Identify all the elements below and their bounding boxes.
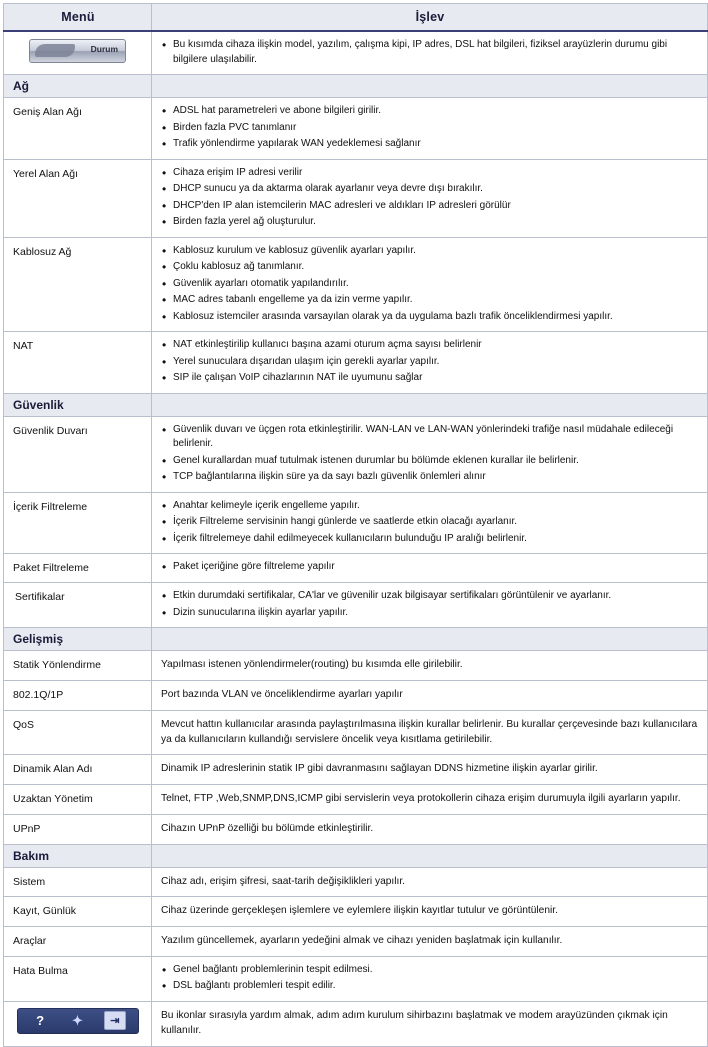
table-row — [4, 897, 708, 927]
menu-item-label: Uzaktan Yönetim — [4, 785, 152, 815]
table-row — [4, 680, 708, 710]
bullet-item: • TCP bağlantılarına ilişkin süre ya da sayı bazlı güvenlik önlemleri alınır — [173, 470, 699, 486]
bullet-list — [160, 589, 699, 621]
header-menu: Menü — [4, 4, 152, 32]
function-description-text: Bu ikonlar sırasıyla yardım almak, adım adım kurulum sihirbazını başlatmak ve modem arayüzünden çıkmak için kullanılır. — [152, 1001, 708, 1046]
bullet-item: • Cihaza erişim IP adresi verilir — [173, 166, 699, 182]
bullet-list — [160, 244, 699, 326]
table-row — [4, 755, 708, 785]
function-description-list — [152, 416, 708, 492]
bullet-item: • İçerik filtrelemeye dahil edilmeyecek kullanıcıların bulunduğu IP aralığı belirlenir. — [173, 532, 699, 548]
function-description-text: Cihaz adı, erişim şifresi, saat-tarih değişiklikleri yapılır. — [152, 867, 708, 897]
menu-item-label: Sistem — [4, 867, 152, 897]
table-row — [4, 583, 708, 628]
function-description-list — [152, 583, 708, 628]
menu-item-label: Paket Filtreleme — [4, 554, 152, 583]
menu-item-label: Dinamik Alan Adı — [4, 755, 152, 785]
function-description-list — [152, 956, 708, 1001]
function-description-text: Telnet, FTP ,Web,SNMP,DNS,ICMP gibi servislerin veya protokollerin cihaza erişim durumuyla ilgili ayarların yapılır. — [152, 785, 708, 815]
icon-strip — [17, 1008, 139, 1034]
bullet-item: • ADSL hat parametreleri ve abone bilgileri girilir. — [173, 104, 699, 120]
bullet-item: • Güvenlik duvarı ve üçgen rota etkinleştirilir. WAN-LAN ve LAN-WAN yönlerindeki trafiğe nasıl müdahale edileceği belirlenir. — [173, 423, 699, 453]
menu-item-label: Sertifikalar — [4, 583, 152, 628]
table-row — [4, 785, 708, 815]
function-description-text: Port bazında VLAN ve önceliklendirme ayarları yapılır — [152, 680, 708, 710]
menu-item-label: NAT — [4, 332, 152, 394]
bullet-item: • Paket içeriğine göre filtreleme yapılır — [173, 560, 699, 576]
table-row — [4, 844, 708, 867]
function-description-text: Dinamik IP adreslerinin statik IP gibi davranmasını sağlayan DDNS hizmetine ilişkin ayarlar girilir. — [152, 755, 708, 785]
bullet-list — [160, 560, 699, 576]
section-band-spacer — [152, 393, 708, 416]
section-band-spacer — [152, 628, 708, 651]
table-row — [4, 332, 708, 394]
bullet-item: • İçerik Filtreleme servisinin hangi günlerde ve saatlerde etkin olacağı ayarlanır. — [173, 515, 699, 531]
function-description-text: Yazılım güncellemek, ayarların yedeğini almak ve cihazı yeniden başlatmak için kullanılır. — [152, 927, 708, 957]
table-row — [4, 628, 708, 651]
bullet-item: • Bu kısımda cihaza ilişkin model, yazılım, çalışma kipi, IP adres, DSL hat bilgileri, fiziksel arayüzlerin durumu gibi bilgilere ulaşılabilir. — [173, 38, 699, 68]
bullet-list — [160, 38, 699, 68]
bullet-item: • Kablosuz kurulum ve kablosuz güvenlik ayarları yapılır. — [173, 244, 699, 260]
function-description-text: Yapılması istenen yönlendirmeler(routing) bu kısımda elle girilebilir. — [152, 651, 708, 681]
bullet-item: • Trafik yönlendirme yapılarak WAN yedeklemesi sağlanır — [173, 137, 699, 153]
durum-status-logo — [29, 39, 126, 63]
bullet-item: • Birden fazla yerel ağ oluşturulur. — [173, 215, 699, 231]
bullet-item: • DHCP sunucu ya da aktarma olarak ayarlanır veya devre dışı bırakılır. — [173, 182, 699, 198]
function-description-list — [152, 492, 708, 554]
section-band-spacer — [152, 844, 708, 867]
section-band-label: Gelişmiş — [4, 628, 152, 651]
bullet-item: • Kablosuz istemciler arasında varsayılan olarak ya da uygulama bazlı trafik önceliklendirmesi yapılır. — [173, 310, 699, 326]
function-description-list — [152, 237, 708, 332]
bullet-list — [160, 499, 699, 548]
table-row — [4, 554, 708, 583]
function-description-list — [152, 98, 708, 160]
bullet-item: • Yerel sunuculara dışarıdan ulaşım için gerekli ayarlar yapılır. — [173, 355, 699, 371]
wizard-wand-icon[interactable]: ✦ — [72, 1012, 83, 1028]
bullet-list — [160, 338, 699, 387]
table-row — [4, 159, 708, 237]
exit-door-icon[interactable]: ⇥ — [104, 1011, 126, 1030]
function-description-list — [152, 554, 708, 583]
menu-item-label: Statik Yönlendirme — [4, 651, 152, 681]
function-description-list — [152, 159, 708, 237]
function-description-text: Mevcut hattın kullanıcılar arasında paylaştırılmasına ilişkin kurallar belirlenir. Bu kurallar çerçevesinde bazı kullanıcılara ya da kullanıcıların kullandığı servislere öncelik veya kısıtlama getirilebilir. — [152, 710, 708, 755]
bullet-item: • Anahtar kelimeyle içerik engelleme yapılır. — [173, 499, 699, 515]
section-band-label: Güvenlik — [4, 393, 152, 416]
status-logo-cell — [4, 31, 152, 75]
table-row — [4, 31, 708, 75]
bullet-list — [160, 963, 699, 995]
bullet-item: • Dizin sunucularına ilişkin ayarlar yapılır. — [173, 606, 699, 622]
table-row — [4, 710, 708, 755]
bullet-item: • NAT etkinleştirilip kullanıcı başına azami oturum açma sayısı belirlenir — [173, 338, 699, 354]
bullet-item: • Çoklu kablosuz ağ tanımlanır. — [173, 260, 699, 276]
table-row — [4, 956, 708, 1001]
bullet-item: • MAC adres tabanlı engelleme ya da izin verme yapılır. — [173, 293, 699, 309]
menu-item-label: Kablosuz Ağ — [4, 237, 152, 332]
menu-item-label: Geniş Alan Ağı — [4, 98, 152, 160]
menu-item-label: Araçlar — [4, 927, 152, 957]
section-band-label: Bakım — [4, 844, 152, 867]
bullet-item: • DHCP'den IP alan istemcilerin MAC adresleri ve aldıkları IP adresleri görülür — [173, 199, 699, 215]
table-row — [4, 927, 708, 957]
menu-item-label: QoS — [4, 710, 152, 755]
menu-item-label: Yerel Alan Ağı — [4, 159, 152, 237]
menu-item-label: İçerik Filtreleme — [4, 492, 152, 554]
bullet-list — [160, 104, 699, 153]
section-band-label: Ağ — [4, 75, 152, 98]
menu-functions-table — [3, 3, 708, 1047]
function-description-text: Cihazın UPnP özelliği bu bölümde etkinleştirilir. — [152, 814, 708, 844]
table-body — [4, 31, 708, 1046]
table-row — [4, 393, 708, 416]
menu-item-label: Hata Bulma — [4, 956, 152, 1001]
table-row — [4, 1001, 708, 1046]
durum-logo-label: Durum — [90, 44, 118, 54]
help-question-icon[interactable]: ? — [36, 1013, 45, 1029]
table-row — [4, 416, 708, 492]
table-row — [4, 867, 708, 897]
table-row — [4, 98, 708, 160]
bullet-item: • SIP ile çalışan VoIP cihazlarının NAT ile uyumunu sağlar — [173, 371, 699, 387]
bullet-list — [160, 166, 699, 231]
menu-item-label: UPnP — [4, 814, 152, 844]
table-row — [4, 75, 708, 98]
table-row — [4, 237, 708, 332]
bullet-item: • Güvenlik ayarları otomatik yapılandırılır. — [173, 277, 699, 293]
menu-item-label: Kayıt, Günlük — [4, 897, 152, 927]
swoosh-icon — [35, 44, 75, 57]
table-header-row — [4, 4, 708, 32]
bullet-item: • Etkin durumdaki sertifikalar, CA'lar ve güvenilir uzak bilgisayar sertifikaları görüntülenir ve ayarlanır. — [173, 589, 699, 605]
bullet-item: • Birden fazla PVC tanımlanır — [173, 121, 699, 137]
menu-item-label: 802.1Q/1P — [4, 680, 152, 710]
bullet-item: • Genel bağlantı problemlerinin tespit edilmesi. — [173, 963, 699, 979]
bullet-item: • DSL bağlantı problemleri tespit edilir. — [173, 979, 699, 995]
toolbar-icons-cell — [4, 1001, 152, 1046]
function-description-list — [152, 31, 708, 75]
bullet-list — [160, 423, 699, 486]
function-description-text: Cihaz üzerinde gerçekleşen işlemlere ve eylemlere ilişkin kayıtlar tutulur ve görüntülenir. — [152, 897, 708, 927]
function-description-list — [152, 332, 708, 394]
header-islev: İşlev — [152, 4, 708, 32]
section-band-spacer — [152, 75, 708, 98]
bullet-item: • Genel kurallardan muaf tutulmak istenen durumlar bu bölümde eklenen kurallar ile belirlenir. — [173, 454, 699, 470]
table-row — [4, 651, 708, 681]
table-row — [4, 814, 708, 844]
table-row — [4, 492, 708, 554]
menu-item-label: Güvenlik Duvarı — [4, 416, 152, 492]
